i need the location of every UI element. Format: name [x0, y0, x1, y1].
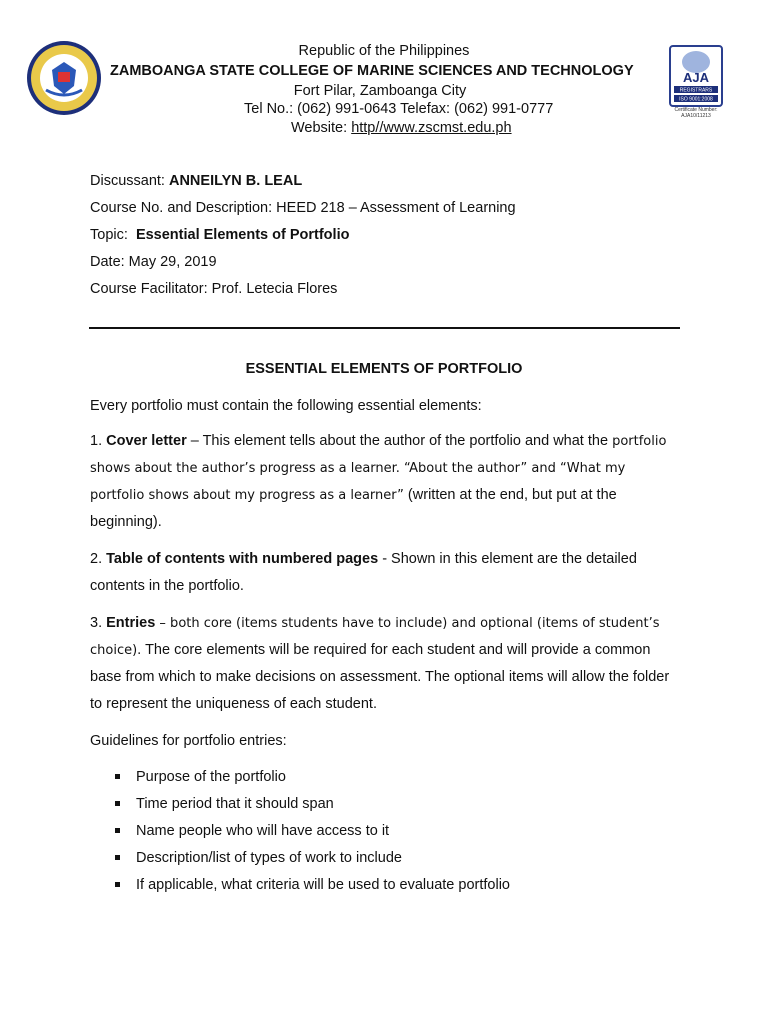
header-telephone: Tel No.: (062) 991-0643 Telefax: (062) 991-0777 — [244, 101, 554, 117]
list-item — [112, 818, 510, 845]
intro-paragraph: Every portfolio must contain the following essential elements: — [90, 398, 482, 414]
discussant-label: Discussant: — [90, 173, 169, 189]
cert-number: AJA10/11213 — [681, 113, 711, 119]
cert-number-label: Certificate Number: — [674, 107, 718, 113]
bullet-square-icon — [115, 828, 120, 833]
bullet-square-icon — [115, 801, 120, 806]
element-cover-letter — [90, 428, 680, 536]
item1-text-b: portfolio shows about the author’s progress as a learner. “About the author” and “What my portfolio shows about my progress as a learner” — [90, 434, 667, 503]
guideline-text: Name people who will have access to it — [136, 823, 390, 839]
guideline-text: If applicable, what criteria will be used to evaluate portfolio — [136, 877, 510, 893]
header-school-name: ZAMBOANGA STATE COLLEGE OF MARINE SCIENCES AND TECHNOLOGY — [110, 63, 634, 79]
course-label: Course No. and Description: — [90, 200, 277, 216]
list-item — [112, 872, 510, 899]
guidelines-list — [112, 764, 510, 899]
list-item — [112, 791, 510, 818]
guideline-text: Description/list of types of work to include — [136, 850, 402, 866]
discussant-name: ANNEILYN B. LEAL — [168, 173, 303, 189]
header-address: Fort Pilar, Zamboanga City — [293, 83, 467, 99]
item1-text-c: (written at the end, but put at the beginning). — [90, 487, 617, 530]
course-value: HEED 218 – Assessment of Learning — [276, 200, 516, 216]
item3-number: 3. — [90, 615, 107, 631]
element-entries — [90, 610, 680, 718]
guideline-text: Purpose of the portfolio — [136, 769, 286, 785]
bullet-square-icon — [115, 882, 120, 887]
facilitator-line: Course Facilitator: Prof. Letecia Flores — [90, 281, 338, 297]
course-line — [90, 200, 516, 216]
document-title: ESSENTIAL ELEMENTS OF PORTFOLIO — [245, 361, 523, 377]
topic-line — [90, 227, 349, 243]
header-republic: Republic of the Philippines — [298, 43, 470, 59]
bullet-square-icon — [115, 855, 120, 860]
list-item — [112, 845, 510, 872]
item3-text-a: – both core (items students have to include) and optional (items of student’s choice). — [90, 616, 660, 658]
list-item — [112, 764, 510, 791]
item3-text-b: The core elements will be required for each student and will provide a common base from which to make decisions on assessment. The optional items will allow the folder to represent the uniqueness of each student. — [90, 642, 670, 712]
cert-registrars: REGISTRARS — [679, 87, 713, 94]
date-line: Date: May 29, 2019 — [90, 254, 217, 270]
item3-term: Entries — [106, 615, 156, 631]
item1-number: 1. — [90, 433, 107, 449]
bullet-square-icon — [115, 774, 120, 779]
item2-number: 2. — [90, 551, 107, 567]
item1-text-a: – This element tells about the author of the portfolio and what the — [186, 433, 609, 449]
item2-text: - Shown in this element are the detailed contents in the portfolio. — [90, 551, 637, 594]
guideline-text: Time period that it should span — [136, 796, 334, 812]
guidelines-heading: Guidelines for portfolio entries: — [90, 733, 287, 749]
element-table-of-contents — [90, 546, 680, 600]
website-label: Website: — [291, 120, 352, 136]
item2-term: Table of contents with numbered pages — [106, 551, 379, 567]
topic-value: Essential Elements of Portfolio — [135, 227, 350, 243]
item1-term: Cover letter — [106, 433, 187, 449]
horizontal-divider — [89, 327, 680, 329]
header-website — [291, 120, 512, 136]
website-link[interactable]: http//www.zscmst.edu.ph — [351, 120, 512, 136]
cert-brand: AJA — [682, 70, 710, 85]
cert-iso: ISO 9001:2008 — [679, 96, 713, 103]
discussant-line — [90, 173, 302, 189]
topic-label: Topic: — [90, 227, 136, 243]
